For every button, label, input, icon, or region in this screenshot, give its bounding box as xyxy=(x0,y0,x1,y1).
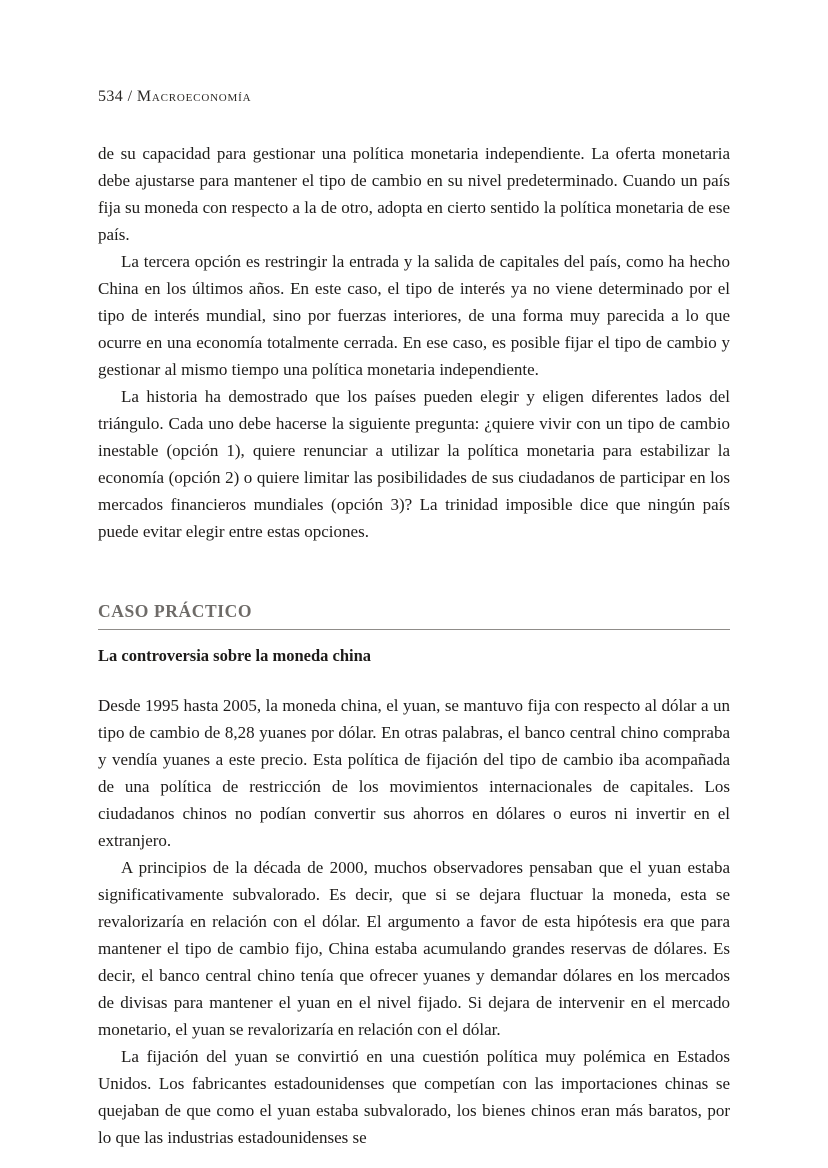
case-paragraph-yuan-peg: Desde 1995 hasta 2005, la moneda china, el yuan, se mantuvo fija con respecto al dólar a un tipo de cambio de 8,28 yuanes por dólar. En otras palabras, el banco central chino compraba y vendía yuanes a este precio. Esta política de fijación del tipo de cambio iba acompañada de una política de restricción de los movimientos internacionales de capitales. Los ciudadanos chinos no podían convertir sus ahorros en dólares o euros ni invertir en el extranjero. xyxy=(98,696,730,851)
case-paragraph-undervalued: A principios de la década de 2000, muchos observadores pensaban que el yuan estaba significativamente subvalorado. Es decir, que si se dejara fluctuar la moneda, esta se revalorizaría en relación con el dólar. El argumento a favor de esta hipótesis era que para mantener el tipo de cambio fijo, China estaba acumulando grandes reservas de dólares. Es decir, el banco central chino tenía que ofrecer yuanes y demandar dólares en los mercados de divisas para mantener el yuan en el nivel fijado. Si dejara de intervenir en el mercado monetario, el yuan se revalorizaría en relación con el dólar. xyxy=(98,858,730,1040)
intro-paragraph-history: La historia ha demostrado que los países pueden elegir y eligen diferentes lados del triángulo. Cada uno debe hacerse la siguiente pregunta: ¿quiere vivir con un tipo de cambio inestable (opción 1), quiere renunciar a utilizar la política monetaria para estabilizar la economía (opción 2) o quiere limitar las posibilidades de sus ciudadanos de participar en los mercados financieros mundiales (opción 3)? La trinidad imposible dice que ningún país puede evitar elegir entre estas opciones. xyxy=(98,387,730,541)
case-paragraph-politics: La fijación del yuan se convirtió en una cuestión política muy polémica en Estados Unidos. Los fabricantes estadounidenses que competían con las importaciones chinas se quejaban de que como el yuan estaba subvalorado, los bienes chinos eran más baratos, por lo que las industrias estadounidenses se xyxy=(98,1047,730,1148)
page-number: 534 xyxy=(98,88,124,105)
running-head xyxy=(98,88,730,106)
page-body xyxy=(98,140,730,1151)
case-study-label: CASO PRÁCTICO xyxy=(98,601,253,621)
book-title: Macroeconomía xyxy=(136,88,252,105)
case-study-body xyxy=(98,692,730,1151)
intro-paragraph-third-option: La tercera opción es restringir la entrada y la salida de capitales del país, como ha hecho China en los últimos años. En este caso, el tipo de interés ya no viene determinado por el tipo de interés mundial, sino por fuerzas interiores, de una forma muy parecida a lo que ocurre en una economía totalmente cerrada. En ese caso, es posible fijar el tipo de cambio y gestionar al mismo tiempo una política monetaria independiente. xyxy=(98,252,730,379)
separator-slash: / xyxy=(127,88,133,105)
intro-paragraph-continuation: de su capacidad para gestionar una política monetaria independiente. La oferta monetaria debe ajustarse para mantener el tipo de cambio en su nivel predeterminado. Cuando un país fija su moneda con respecto a la de otro, adopta en cierto sentido la política monetaria de ese país. xyxy=(98,144,730,244)
case-study-rule xyxy=(98,629,730,630)
case-study-title: La controversia sobre la moneda china xyxy=(98,646,372,665)
